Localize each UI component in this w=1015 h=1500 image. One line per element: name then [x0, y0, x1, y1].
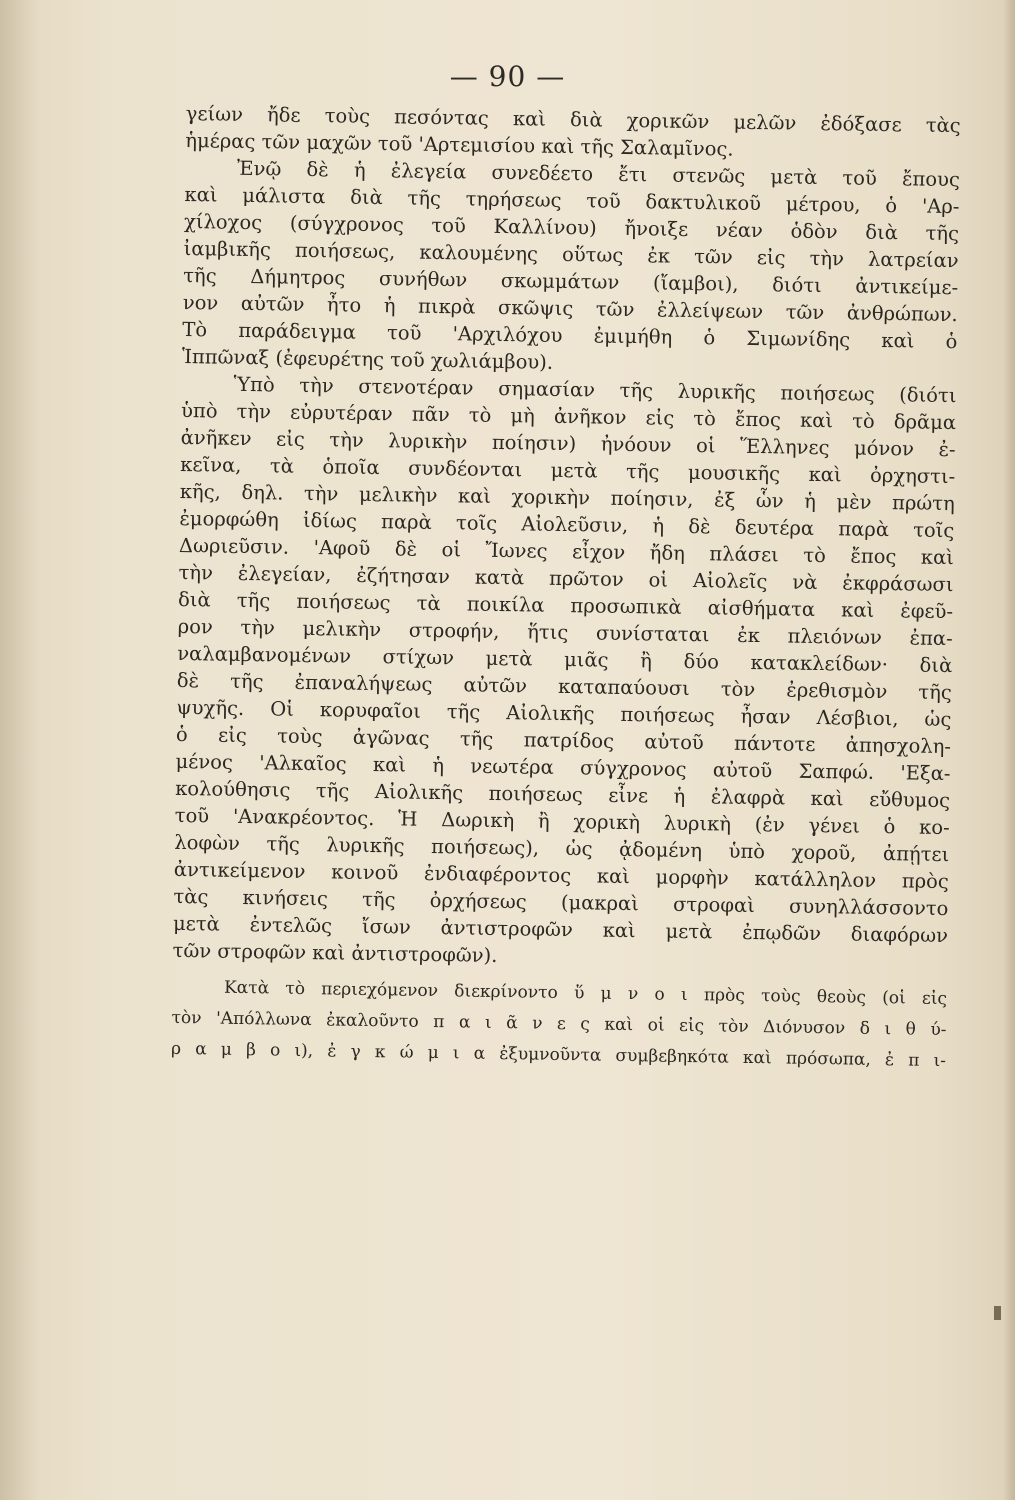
text-line: διὰ τῆς ποιήσεως τὰ ποικίλα προσωπικὰ αἰσθήματα καὶ ἐφεῦ- [177, 587, 954, 624]
text-line: δὲ τῆς ἐπαναλήψεως αὐτῶν καταπαύουσι τὸν ἐρεθισμὸν τῆς [176, 668, 952, 705]
text-line: Δωριεῦσιν. 'Αφοῦ δὲ οἱ Ἴωνες εἶχον ἤδη πλάσει τὸ ἔπος καὶ [178, 533, 955, 570]
text-line: μετὰ ἐντελῶς ἴσων ἀντιστροφῶν καὶ μετὰ ἐπῳδῶν διαφόρων [172, 911, 949, 948]
text-line: ἰαμβικῆς ποιήσεως, καλουμένης οὕτως ἐκ τῶν εἰς τὴν λατρείαν [183, 236, 959, 273]
text-line: Κατὰ τὸ περιεχόμενον διεκρίνοντο ὕ μ ν ο ι πρὸς τοὺς θεοὺς (οἱ εἰς [223, 977, 948, 1010]
page-edge [1003, 0, 1015, 1500]
text-line: κολούθησις τῆς Αἰολικῆς ποιήσεως εἶνε ἡ ἐλαφρὰ καὶ εὔθυμος [175, 776, 951, 813]
text-line: Ἱππῶναξ (ἐφευρέτης τοῦ χωλιάμβου). [181, 344, 554, 374]
text-line: ψυχῆς. Οἱ κορυφαῖοι τῆς Αἰολικῆς ποιήσεως ἦσαν Λέσβιοι, ὡς [176, 695, 952, 732]
text-line: λοφὼν τῆς λυρικῆς ποιήσεως), ὡς ᾀδομένη ὑπὸ χοροῦ, ἀπῄτει [174, 830, 950, 867]
text-line: νον αὐτῶν ἦτο ἡ πικρὰ σκῶψις τῶν ἐλλείψεων τῶν ἀνθρώπων. [182, 290, 958, 327]
text-line: ἀνῆκεν εἰς τὴν λυρικὴν ποίησιν) ἠνόουν οἱ Ἕλληνες μόνον ἐ- [180, 425, 956, 462]
text-line: ὑπὸ τὴν εὐρυτέραν πᾶν τὸ μὴ ἀνῆκον εἰς τὸ ἔπος καὶ τὸ δρᾶμα [180, 398, 957, 435]
text-line: ἐμορφώθη ἰδίως παρὰ τοῖς Αἰολεῦσιν, ἡ δὲ δευτέρα παρὰ τοῖς [179, 506, 955, 543]
text-line: τῶν στροφῶν καὶ ἀντιστροφῶν). [172, 938, 498, 967]
text-line: κεῖνα, τὰ ὁποῖα συνδέονται μετὰ τῆς μουσικῆς καὶ ὀρχηστι- [180, 452, 956, 489]
text-line: τῆς Δήμητρος συνήθων σκωμμάτων (ἴαμβοι), διότι ἀντικείμε- [183, 263, 959, 300]
text-line: κῆς, δηλ. τὴν μελικὴν καὶ χορικὴν ποίησιν, ἐξ ὧν ἡ μὲν πρώτη [179, 479, 955, 516]
text-line: τὸν 'Απόλλωνα ἐκαλοῦντο π α ι ᾶ ν ε ς καὶ οἱ εἰς τὸν Διόνυσον δ ι θ ύ- [171, 1007, 947, 1041]
text-line: ναλαμβανομένων στίχων μετὰ μιᾶς ἢ δύο κατακλείδων· διὰ [177, 641, 953, 678]
text-line: τὴν ἐλεγείαν, ἐζήτησαν κατὰ πρῶτον οἱ Αἰολεῖς νὰ ἐκφράσωσι [178, 560, 954, 597]
page-edge-mark [994, 1306, 1001, 1320]
text-line: καὶ μάλιστα διὰ τῆς τηρήσεως τοῦ δακτυλικοῦ μέτρου, ὁ 'Αρ- [184, 182, 960, 219]
text-line: χίλοχος (σύγχρονος τοῦ Καλλίνου) ἤνοιξε νέαν ὁδὸν διὰ τῆς [183, 209, 960, 246]
text-line: Τὸ παράδειγμα τοῦ 'Αρχιλόχου ἐμιμήθη ὁ Σιμωνίδης καὶ ὁ [182, 317, 958, 354]
text-line: Ἐνῷ δὲ ἡ ἐλεγεία συνεδέετο ἔτι στενῶς μετὰ τοῦ ἔπους [236, 156, 961, 192]
text-line: ἡμέρας τῶν μαχῶν τοῦ 'Αρτεμισίου καὶ τῆς Σαλαμῖνος. [185, 128, 734, 161]
text-line: τοῦ 'Ανακρέοντος. Ἡ Δωρικὴ ἢ χορικὴ λυρικὴ (ἐν γένει ὁ κο- [174, 803, 950, 840]
text-line: ρ α μ β ο ι), ἐ γ κ ώ μ ι α ἐξυμνοῦντα συμβεβηκότα καὶ πρόσωπα, ἐ π ι- [170, 1038, 947, 1072]
body-text [171, 100, 961, 1077]
text-line: γείων ἤδε τοὺς πεσόντας καὶ διὰ χορικῶν μελῶν ἐδόξασε τὰς [185, 101, 961, 138]
text-line: ὁ εἰς τοὺς ἀγῶνας τῆς πατρίδος αὐτοῦ πάντοτε ἀπησχολη- [175, 722, 952, 759]
text-line: μένος 'Αλκαῖος καὶ ἡ νεωτέρα σύγχρονος αὐτοῦ Σαπφώ. 'Εξα- [175, 749, 951, 786]
text-line: Ὑπὸ τὴν στενοτέραν σημασίαν τῆς λυρικῆς ποιήσεως (διότι [233, 372, 957, 408]
text-line: τὰς κινήσεις τῆς ὀρχήσεως (μακραὶ στροφαὶ συνηλλάσσοντο [173, 884, 949, 921]
text-line: ρον τὴν μελικὴν στροφήν, ἥτις συνίσταται ἐκ πλειόνων ἐπα- [177, 614, 953, 651]
binding-shadow [0, 0, 40, 1500]
text-line: ἀντικείμενον κοινοῦ ἐνδιαφέροντος καὶ μορφὴν κατάλληλον πρὸς [173, 857, 949, 894]
page-number: — 90 — [449, 60, 566, 93]
